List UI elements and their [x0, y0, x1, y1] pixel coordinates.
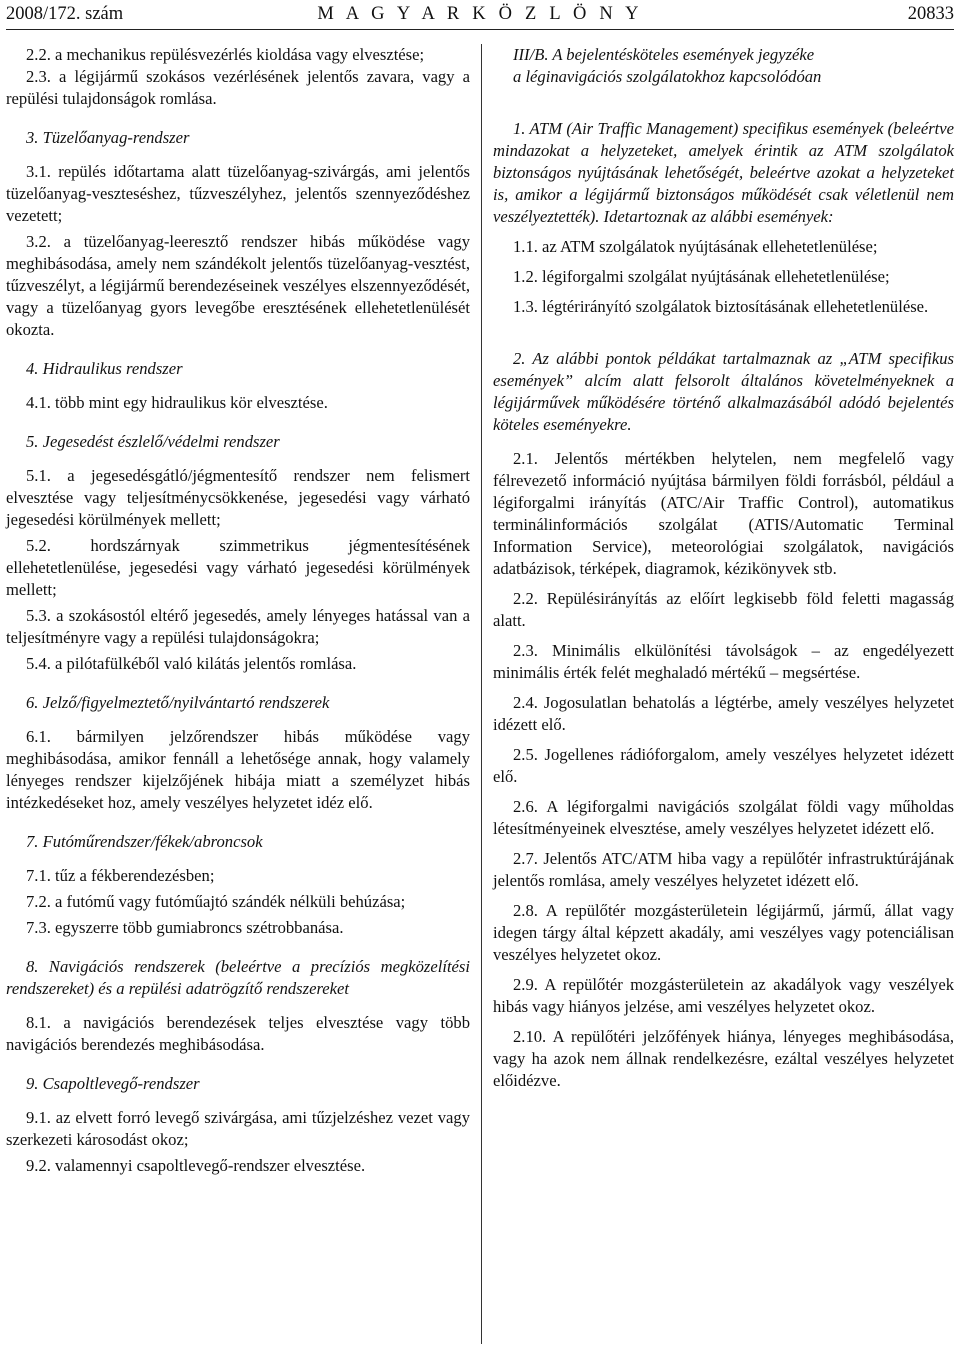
paragraph-5-2: 5.2. hordszárnyak szimmetrikus jégmentesítésének ellehetetlenülése, jegesedési vagy várható jegesedési körülmények mellett;	[6, 536, 470, 599]
paragraph-2-2: 2.2. a mechanikus repülésvezérlés kioldása vagy elvesztése;	[26, 45, 425, 64]
section-heading-3: 3. Tüzelőanyag-rendszer	[26, 128, 190, 147]
page-header	[6, 2, 954, 26]
section-heading-6: 6. Jelző/figyelmeztető/nyilvántartó rendszerek	[26, 693, 330, 712]
paragraph-7-1: 7.1. tűz a fékberendezésben;	[26, 866, 215, 885]
paragraph-2-10: 2.10. A repülőtéri jelzőfények hiánya, lényeges meghibásodása, vagy ha azok nem állnak rendelkezésre, ezáltal veszélyes helyzetet előidézve.	[493, 1027, 954, 1090]
paragraph-2-4: 2.4. Jogosulatlan behatolás a légtérbe, amely veszélyes helyzetet idézett elő.	[493, 693, 954, 734]
paragraph-2-3: 2.3. a légijármű szokásos vezérlésének jelentős zavara, vagy a repülési tulajdonságok romlása.	[6, 67, 470, 108]
paragraph-2-9: 2.9. A repülőtér mozgásterületein az akadályok vagy veszélyek hibás vagy hiányos jelzése, ami veszélyes helyzetet okoz.	[493, 975, 954, 1016]
paragraph-5-3: 5.3. a szokásostól eltérő jegesedés, amely lényeges hatással van a teljesítményre vagy a repülési tulajdonságokra;	[6, 606, 470, 647]
paragraph-2-2-right: 2.2. Repülésirányítás az előírt legkisebb föld feletti magasság alatt.	[493, 589, 954, 630]
paragraph-2-1: 2.1. Jelentős mértékben helytelen, nem megfelelő vagy félrevezető információ nyújtása bármilyen földi forrásból, például a légiforgalmi irányítás (ATC/Air Traffic Control), automatikus terminálinformációs szolgálat (ATIS/Automatic Terminal Information Service), meteorológiai szolgálatok, navigációs adatbázisok, térképek, diagramok, kézikönyvek stb.	[493, 449, 954, 578]
paragraph-1-2: 1.2. légiforgalmi szolgálat nyújtásának ellehetetlenülése;	[513, 267, 890, 286]
paragraph-2-7: 2.7. Jelentős ATC/ATM hiba vagy a repülőtér infrastruktúrájának jelentős romlása, amely veszélyes helyzetet idézett elő.	[493, 849, 954, 890]
section-heading-8: 8. Navigációs rendszerek (beleértve a precíziós megközelítési rendszereket) és a repülési adatrögzítő rendszereket	[6, 957, 470, 998]
paragraph-1-3: 1.3. légtérirányító szolgálatok biztosításának ellehetetlenülése.	[513, 297, 929, 316]
paragraph-7-2: 7.2. a futómű vagy futóműajtó szándék nélküli behúzása;	[26, 892, 406, 911]
section-title-line-1: III/B. A bejelentésköteles események jegyzéke	[513, 45, 815, 64]
paragraph-6-1: 6.1. bármilyen jelzőrendszer hibás működése vagy meghibásodása, amikor fennáll a lehetősége annak, hogy valamely lényeges rendszer kijelzőjének hibája miatt a személyzet hibás intézkedéseket hoz, amely veszélyes helyzetet idéz elő.	[6, 727, 470, 812]
issue-number: 2008/172. szám	[6, 4, 124, 24]
paragraph-5-4: 5.4. a pilótafülkéből való kilátás jelentős romlása.	[26, 654, 357, 673]
paragraph-3-1: 3.1. repülés időtartama alatt tüzelőanyag-szivárgás, ami jelentős tüzelőanyag-veszteséshez, tűzveszélyhez, jelentős szennyeződéshez vezetett;	[6, 162, 470, 225]
paragraph-7-3: 7.3. egyszerre több gumiabroncs szétrobbanása.	[26, 918, 344, 937]
section-heading-4: 4. Hidraulikus rendszer	[26, 359, 183, 378]
column-divider	[481, 44, 482, 1344]
paragraph-9-1: 9.1. az elvett forró levegő szivárgása, ami tűzjelzéshez vezet vagy szerkezeti károsodást okoz;	[6, 1108, 470, 1149]
paragraph-2: 2. Az alábbi pontok példákat tartalmaznak az „ATM specifikus események” alcím alatt felsorolt általános követelményeknek a légijárművek működésére történő alkalmazásából adódó bejelentés köteles eseményekre.	[493, 349, 954, 434]
section-title-line-2: a léginavigációs szolgálatokhoz kapcsolódóan	[513, 67, 822, 86]
paragraph-2-5: 2.5. Jogellenes rádióforgalom, amely veszélyes helyzetet idézett elő.	[493, 745, 954, 786]
paragraph-3-2: 3.2. a tüzelőanyag-leeresztő rendszer hibás működése vagy meghibásodása, amely nem szándékolt jelentős tüzelőanyag-vesztést, tűzveszélyt, a légijármű berendezéseinek veszélyes elszennyeződését, vagy a tüzelőanyag gyors levegőbe eresztésének ellehetetlenülését okozta.	[6, 232, 470, 339]
paragraph-5-1: 5.1. a jegesedésgátló/jégmentesítő rendszer nem felismert elvesztése vagy teljesítménycsökkenése, jegesedési vagy várható jegesedési körülmények mellett;	[6, 466, 470, 529]
paragraph-2-3-right: 2.3. Minimális elkülönítési távolságok – az engedélyezett minimális érték felét meghaladó mértékű – megsértése.	[493, 641, 954, 682]
paragraph-2-8: 2.8. A repülőtér mozgásterületein légijármű, jármű, állat vagy idegen tárgy által képzett akadály, ami veszélyes vagy potenciálisan veszélyes helyzetet okoz.	[493, 901, 954, 964]
page-number: 20833	[907, 4, 954, 24]
right-column	[493, 44, 954, 1092]
journal-title: M A G Y A R K Ö Z L Ö N Y	[317, 4, 643, 24]
paragraph-2-6: 2.6. A légiforgalmi navigációs szolgálat földi vagy műholdas létesítményeinek elvesztése, amely veszélyes helyzetet idézett elő.	[493, 797, 954, 838]
paragraph-4-1: 4.1. több mint egy hidraulikus kör elvesztése.	[26, 393, 328, 412]
section-heading-7: 7. Futóműrendszer/fékek/abroncsok	[26, 832, 263, 851]
left-column	[6, 44, 470, 1177]
header-rule	[6, 29, 954, 30]
paragraph-1-1: 1.1. az ATM szolgálatok nyújtásának ellehetetlenülése;	[513, 237, 878, 256]
paragraph-1: 1. ATM (Air Traffic Management) specifikus események (beleértve mindazokat a helyzeteket, amelyek érintik az ATM szolgálatok biztonságos nyújtásának lehetőségét, beleértve azokat a helyzeteket is, amikor a légijármű biztonságos működését csak véletlenül nem veszélyeztették). Idetartoznak az alábbi események:	[493, 119, 954, 226]
paragraph-9-2: 9.2. valamennyi csapoltlevegő-rendszer elvesztése.	[26, 1156, 366, 1175]
section-heading-9: 9. Csapoltlevegő-rendszer	[26, 1074, 200, 1093]
paragraph-8-1: 8.1. a navigációs berendezések teljes elvesztése vagy több navigációs berendezés meghibásodása.	[6, 1013, 470, 1054]
section-heading-5: 5. Jegesedést észlelő/védelmi rendszer	[26, 432, 280, 451]
